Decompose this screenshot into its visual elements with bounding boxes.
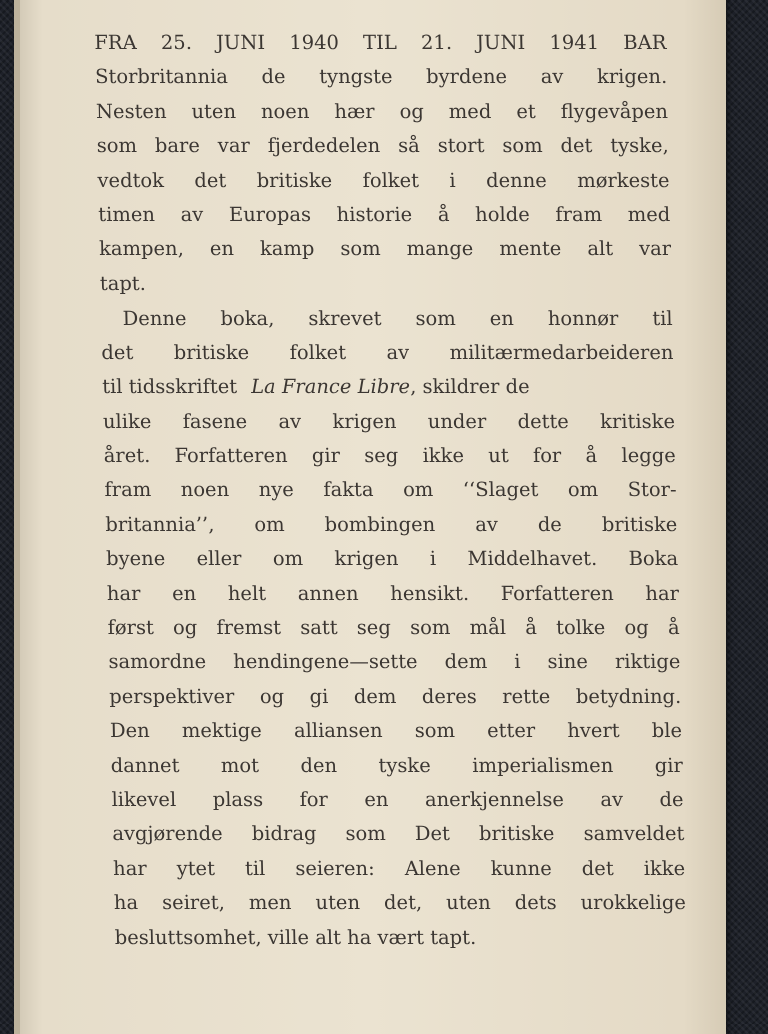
text-line: likevel plass for en anerkjennelse av de (111, 787, 684, 811)
text-line: dannet mot den tyske imperialismen gir (110, 753, 684, 777)
text-line: det britiske folket av militærmedarbeideren (101, 340, 674, 364)
text-line: byene eller om krigen i Middelhavet. Boka (105, 547, 679, 571)
text-line: kampen, en kamp som mange mente alt var (98, 237, 672, 261)
text-fragment: , skildrer de (409, 375, 530, 399)
text-line: perspektiver og gi dem deres rette betydning. (108, 684, 682, 708)
paragraph-1 (94, 26, 672, 301)
text-line: avgjørende bidrag som Det britiske samveldet (112, 822, 685, 846)
text-line: har ytet til seieren: Alene kunne det ikke (112, 856, 686, 880)
text-line (102, 370, 675, 404)
journal-title: La France Libre (250, 375, 411, 399)
text-line: ha seiret, men uten det, uten dets urokkelige (113, 891, 687, 915)
text-line: fram noen nye fakta om ‘‘Slaget om Stor- (104, 478, 677, 502)
text-line: besluttsomhet, ville alt ha vært tapt. (114, 925, 477, 949)
text-line: først og fremst satt seg som mål å tolke og å (107, 616, 680, 640)
italic-title (237, 370, 675, 404)
text-line: britannia’’, om bombingen av de britiske (105, 512, 678, 536)
paragraph-2 (100, 302, 687, 955)
text-line: samordne hendingene—sette dem i sine riktige (108, 650, 681, 674)
text-line: tapt. (99, 271, 147, 295)
text-line: året. Forfatteren gir seg ikke ut for å legge (103, 444, 677, 468)
text-line: som bare var fjerdedelen så stort som det tyske, (96, 134, 669, 158)
text-line: Denne boka, skrevet som en honnør til (122, 306, 673, 330)
text-line: timen av Europas historie å holde fram med (98, 202, 671, 226)
text-fragment: til tidsskriftet (101, 375, 238, 399)
page-text (94, 26, 687, 955)
book-page (14, 0, 726, 1034)
text-line: har en helt annen hensikt. Forfatteren har (106, 581, 680, 605)
text-line: FRA 25. JUNI 1940 TIL 21. JUNI 1941 BAR (94, 31, 667, 54)
page-edge (14, 0, 20, 1034)
text-line: vedtok det britiske folket i denne mørkeste (97, 168, 670, 192)
text-line: ulike fasene av krigen under dette kritiske (102, 409, 676, 433)
text-line: Storbritannia de tyngste byrdene av krigen. (94, 65, 668, 89)
text-line: Nesten uten noen hær og med et flygevåpen (95, 99, 669, 123)
text-line: Den mektige alliansen som etter hvert ble (109, 719, 683, 743)
